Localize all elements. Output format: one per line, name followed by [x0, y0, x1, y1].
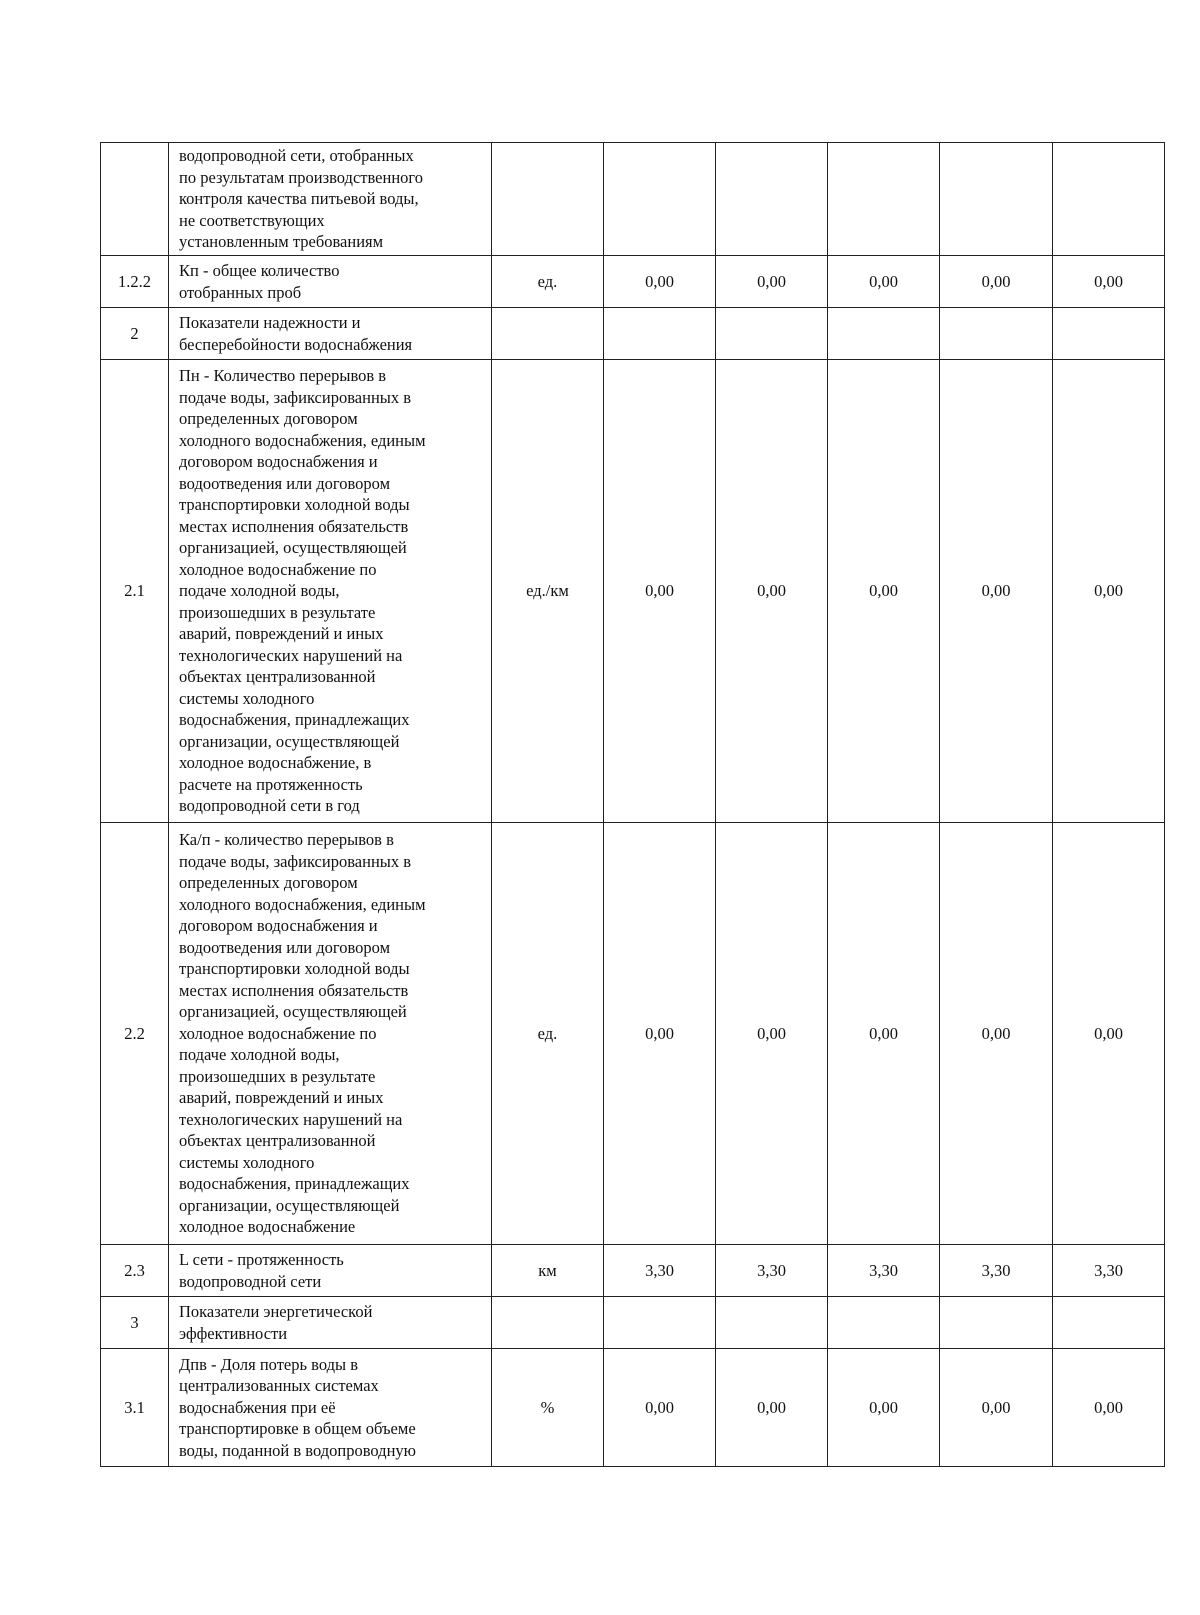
value-cell-year-5: 0,00	[1053, 256, 1165, 308]
indicator-name-line: аварий, повреждений и иных	[179, 1088, 384, 1108]
indicator-name-line: холодного водоснабжения, единым	[179, 430, 426, 450]
value-cell-year-5: 0,00	[1053, 823, 1165, 1245]
indicator-name	[169, 308, 492, 360]
indicator-name-line: Показатели энергетической	[179, 1302, 373, 1321]
unit-cell: %	[492, 1349, 604, 1467]
row-number: 2.1	[101, 360, 169, 823]
value-cell-year-5: 0,00	[1053, 1349, 1165, 1467]
indicator-name	[169, 1245, 492, 1297]
value-cell-year-3: 3,30	[828, 1245, 940, 1297]
indicator-name-line: бесперебойности водоснабжения	[179, 334, 413, 354]
value-cell-year-2	[716, 308, 828, 360]
indicator-name-line: произошедших в результате	[179, 1066, 376, 1086]
indicator-name-line: транспортировки холодной воды	[179, 959, 410, 979]
indicator-name-line: контроля качества питьевой воды,	[179, 189, 419, 209]
row-number: 3.1	[101, 1349, 169, 1467]
indicator-name-line: водоотведения или договором	[179, 473, 391, 493]
table-row	[101, 360, 1165, 823]
indicator-name-line: определенных договором	[179, 409, 358, 429]
value-cell-year-3: 0,00	[828, 1349, 940, 1467]
unit-cell	[492, 308, 604, 360]
indicator-name-line: транспортировки холодной воды	[179, 495, 410, 515]
indicator-name-line: не соответствующих	[179, 210, 325, 230]
indicator-name-line: объектах централизованной	[179, 1131, 376, 1151]
indicator-name-line: холодное водоснабжение по	[179, 1023, 377, 1043]
indicator-name-line: технологических нарушений на	[179, 645, 403, 665]
value-cell-year-4	[940, 308, 1053, 360]
value-cell-year-2: 0,00	[716, 360, 828, 823]
row-number: 2.2	[101, 823, 169, 1245]
value-cell-year-1	[604, 1297, 716, 1349]
value-cell-year-2: 0,00	[716, 256, 828, 308]
indicator-name-line: организацией, осуществляющей	[179, 1002, 407, 1022]
indicator-name-line: подаче холодной воды,	[179, 581, 340, 601]
indicator-name-line: Показатели надежности и	[179, 313, 361, 332]
value-cell-year-1	[604, 143, 716, 256]
indicator-name-line: водоснабжения, принадлежащих	[179, 1174, 410, 1194]
indicator-name-line: Пн - Количество перерывов в	[179, 366, 387, 386]
indicator-name-line: установленным требованиям	[179, 232, 384, 252]
value-cell-year-3	[828, 308, 940, 360]
table-row	[101, 308, 1165, 360]
value-cell-year-3	[828, 143, 940, 256]
value-cell-year-3: 0,00	[828, 823, 940, 1245]
value-cell-year-2	[716, 143, 828, 256]
indicator-name-line: подаче воды, зафиксированных в	[179, 387, 412, 407]
indicator-name-line: аварий, повреждений и иных	[179, 624, 384, 644]
indicator-name-line: организации, осуществляющей	[179, 731, 400, 751]
indicator-name-line: водопроводной сети в год	[179, 796, 360, 816]
value-cell-year-2: 0,00	[716, 1349, 828, 1467]
indicator-name-line: транспортировке в общем объеме	[179, 1419, 416, 1439]
value-cell-year-3: 0,00	[828, 360, 940, 823]
value-cell-year-1: 0,00	[604, 256, 716, 308]
value-cell-year-4: 0,00	[940, 823, 1053, 1245]
table-row	[101, 1349, 1165, 1467]
indicator-name	[169, 360, 492, 823]
indicator-name-line: водопроводной сети, отобранных	[179, 146, 414, 166]
indicator-name-line: холодное водоснабжение	[179, 1217, 356, 1237]
value-cell-year-5	[1053, 143, 1165, 256]
indicator-name-line: водоснабжения, принадлежащих	[179, 710, 410, 730]
value-cell-year-5: 0,00	[1053, 360, 1165, 823]
indicator-name	[169, 143, 492, 256]
indicator-name-line: организацией, осуществляющей	[179, 538, 407, 558]
row-number: 2	[101, 308, 169, 360]
indicator-name-line: холодное водоснабжение по	[179, 559, 377, 579]
value-cell-year-1: 3,30	[604, 1245, 716, 1297]
value-cell-year-4: 0,00	[940, 1349, 1053, 1467]
indicator-name-line: технологических нарушений на	[179, 1109, 403, 1129]
value-cell-year-3: 0,00	[828, 256, 940, 308]
indicator-name-line: расчете на протяженность	[179, 774, 363, 794]
value-cell-year-4	[940, 143, 1053, 256]
indicator-name-line: водоотведения или договором	[179, 937, 391, 957]
table-body	[101, 143, 1165, 1467]
table-row	[101, 143, 1165, 256]
indicator-name-line: подаче холодной воды,	[179, 1045, 340, 1065]
indicator-name-line: холодное водоснабжение, в	[179, 753, 372, 773]
value-cell-year-4	[940, 1297, 1053, 1349]
value-cell-year-5: 3,30	[1053, 1245, 1165, 1297]
indicator-name-line: L сети - протяженность	[179, 1250, 344, 1269]
value-cell-year-2: 3,30	[716, 1245, 828, 1297]
table-row	[101, 1245, 1165, 1297]
value-cell-year-2	[716, 1297, 828, 1349]
indicator-name-line: по результатам производственного	[179, 167, 424, 187]
row-number: 3	[101, 1297, 169, 1349]
value-cell-year-5	[1053, 308, 1165, 360]
indicator-name-line: водопроводной сети	[179, 1271, 322, 1291]
row-number: 2.3	[101, 1245, 169, 1297]
value-cell-year-2: 0,00	[716, 823, 828, 1245]
indicator-name	[169, 1349, 492, 1467]
value-cell-year-3	[828, 1297, 940, 1349]
value-cell-year-4: 0,00	[940, 360, 1053, 823]
indicator-name	[169, 823, 492, 1245]
indicator-name-line: произошедших в результате	[179, 602, 376, 622]
indicator-name-line: Дпв - Доля потерь воды в	[179, 1354, 359, 1374]
value-cell-year-1: 0,00	[604, 823, 716, 1245]
indicator-name-line: Ка/п - количество перерывов в	[179, 830, 394, 850]
value-cell-year-5	[1053, 1297, 1165, 1349]
indicator-name-line: эффективности	[179, 1323, 288, 1343]
table-row	[101, 1297, 1165, 1349]
indicators-table	[100, 142, 1165, 1467]
unit-cell	[492, 1297, 604, 1349]
value-cell-year-1	[604, 308, 716, 360]
indicator-name-line: организации, осуществляющей	[179, 1195, 400, 1215]
indicator-name-line: системы холодного	[179, 1152, 315, 1172]
indicator-name-line: договором водоснабжения и	[179, 916, 378, 936]
unit-cell: км	[492, 1245, 604, 1297]
unit-cell	[492, 143, 604, 256]
indicator-name-line: централизованных системах	[179, 1376, 379, 1396]
row-number	[101, 143, 169, 256]
indicator-name-line: местах исполнения обязательств	[179, 980, 409, 1000]
indicator-name-line: воды, поданной в водопроводную	[179, 1440, 416, 1460]
table-row	[101, 256, 1165, 308]
indicator-name	[169, 256, 492, 308]
unit-cell: ед./км	[492, 360, 604, 823]
unit-cell: ед.	[492, 823, 604, 1245]
indicator-name	[169, 1297, 492, 1349]
unit-cell: ед.	[492, 256, 604, 308]
row-number: 1.2.2	[101, 256, 169, 308]
value-cell-year-4: 3,30	[940, 1245, 1053, 1297]
value-cell-year-1: 0,00	[604, 1349, 716, 1467]
indicator-name-line: Кп - общее количество	[179, 261, 340, 280]
indicator-name-line: определенных договором	[179, 873, 358, 893]
indicator-name-line: системы холодного	[179, 688, 315, 708]
indicator-name-line: водоснабжения при её	[179, 1397, 336, 1417]
indicator-name-line: подаче воды, зафиксированных в	[179, 851, 412, 871]
value-cell-year-1: 0,00	[604, 360, 716, 823]
table-row	[101, 823, 1165, 1245]
indicator-name-line: холодного водоснабжения, единым	[179, 894, 426, 914]
indicator-name-line: объектах централизованной	[179, 667, 376, 687]
indicator-name-line: договором водоснабжения и	[179, 452, 378, 472]
indicator-name-line: местах исполнения обязательств	[179, 516, 409, 536]
value-cell-year-4: 0,00	[940, 256, 1053, 308]
indicator-name-line: отобранных проб	[179, 282, 302, 302]
